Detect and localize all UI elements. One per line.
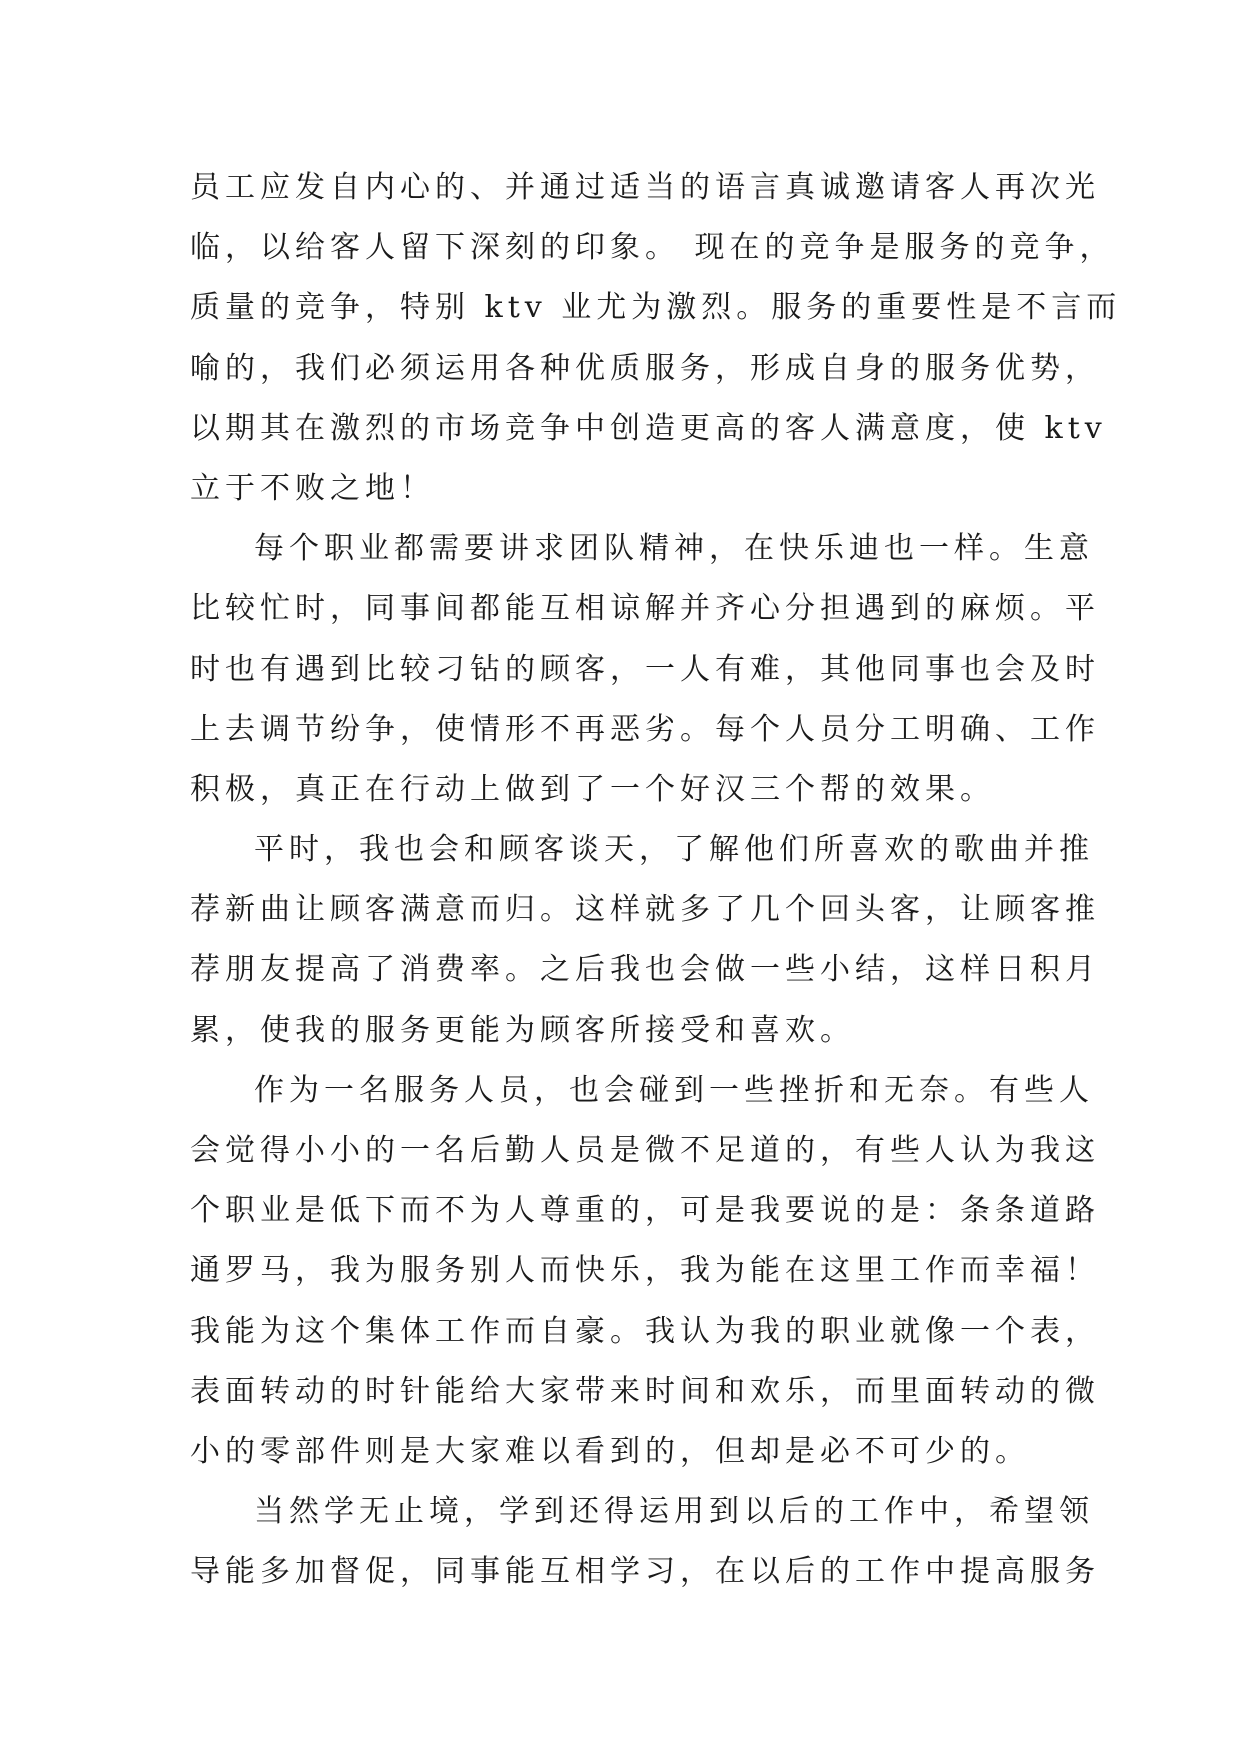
text-line: 荐新曲让顾客满意而归。这样就多了几个回头客，让顾客推 <box>190 892 1100 928</box>
text-line: 以期其在激烈的市场竞争中创造更高的客人满意度，使 ktv <box>190 410 1107 446</box>
text-line: 员工应发自内心的、并通过适当的语言真诚邀请客人再次光 <box>190 170 1100 205</box>
text-line: 累，使我的服务更能为顾客所接受和喜欢。 <box>190 1012 855 1048</box>
paragraph-first-line: 每个职业都需要讲求团队精神，在快乐迪也一样。生意 <box>254 531 1094 567</box>
paragraph-first-line: 平时，我也会和顾客谈天，了解他们所喜欢的歌曲并推 <box>254 832 1094 868</box>
text-line: 小的零部件则是大家难以看到的，但却是必不可少的。 <box>190 1433 1030 1469</box>
text-line: 通罗马，我为服务别人而快乐，我为能在这里工作而幸福！ <box>190 1253 1100 1289</box>
paragraph-first-line: 当然学无止境，学到还得运用到以后的工作中，希望领 <box>254 1494 1094 1530</box>
text-line: 喻的，我们必须运用各种优质服务，形成自身的服务优势， <box>190 350 1100 386</box>
text-line: 上去调节纷争，使情形不再恶劣。每个人员分工明确、工作 <box>190 711 1100 747</box>
text-line: 我能为这个集体工作而自豪。我认为我的职业就像一个表， <box>190 1313 1100 1349</box>
text-line: 个职业是低下而不为人尊重的，可是我要说的是：条条道路 <box>190 1193 1100 1229</box>
text-line: 立于不败之地！ <box>190 470 435 506</box>
text-line: 质量的竞争，特别 ktv 业尤为激烈。服务的重要性是不言而 <box>190 290 1122 326</box>
text-line: 会觉得小小的一名后勤人员是微不足道的，有些人认为我这 <box>190 1133 1100 1168</box>
text-line: 导能多加督促，同事能互相学习，在以后的工作中提高服务 <box>190 1554 1100 1590</box>
text-line: 表面转动的时针能给大家带来时间和欢乐，而里面转动的微 <box>190 1373 1100 1409</box>
document-body <box>190 158 1122 1603</box>
text-line: 荐朋友提高了消费率。之后我也会做一些小结，这样日积月 <box>190 952 1100 988</box>
text-line: 比较忙时，同事间都能互相谅解并齐心分担遇到的麻烦。平 <box>190 591 1100 627</box>
text-line: 积极，真正在行动上做到了一个好汉三个帮的效果。 <box>190 771 995 807</box>
text-line: 临，以给客人留下深刻的印象。 现在的竞争是服务的竞争， <box>190 230 1115 266</box>
paragraph-first-line: 作为一名服务人员，也会碰到一些挫折和无奈。有些人 <box>254 1072 1094 1108</box>
text-line: 时也有遇到比较刁钻的顾客，一人有难，其他同事也会及时 <box>190 651 1100 687</box>
